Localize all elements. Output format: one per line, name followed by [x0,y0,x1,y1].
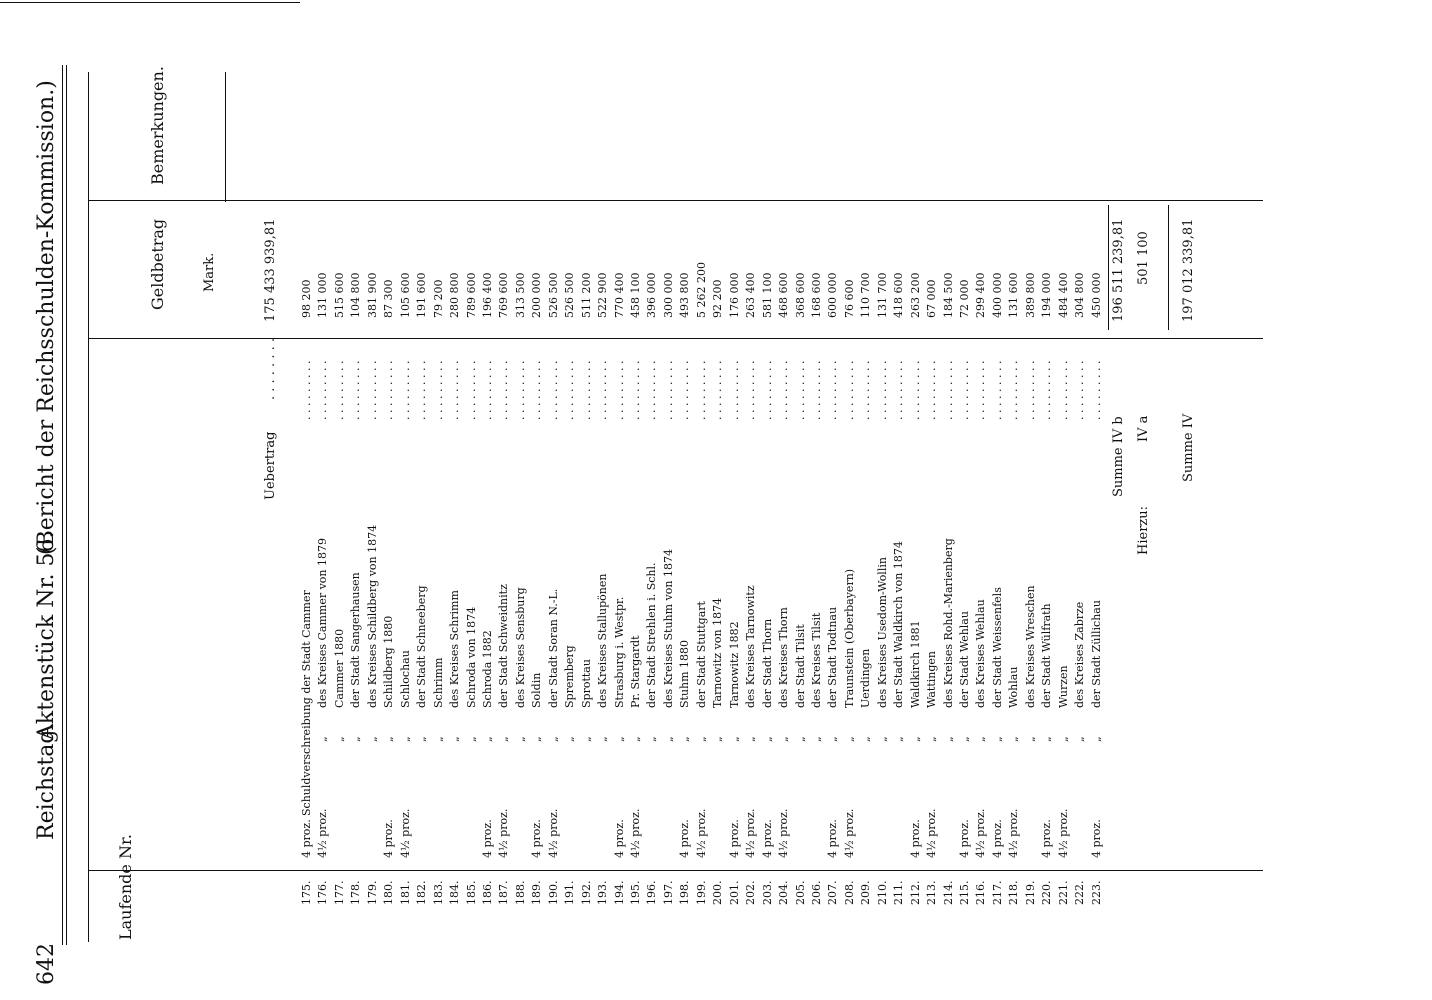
row-desc: des Kreises Tarnowitz [744,585,758,708]
row-ditto: „ [629,736,642,742]
row-dots: . . . . . . . . . [382,360,396,420]
row-dots: . . . . . . . . . [727,360,741,420]
row-rate: 4 proz. [612,819,626,858]
row-amount: 131 700 [875,272,889,318]
row-ditto: „ [546,736,560,742]
row-dots: . . . . . . . . . [925,360,939,420]
row-desc: des Kreises Zabrze [1073,601,1087,708]
row-ditto: „ [398,736,412,742]
row-nr: 197. [661,880,675,905]
row-nr: 193. [596,880,610,905]
row-nr: 181. [398,880,412,905]
row-amount: 191 600 [415,272,429,318]
row-dots: . . . . . . . . . [694,360,708,420]
row-desc: Schroda 1882 [480,630,494,708]
row-nr: 187. [497,880,511,905]
row-amount: 789 600 [464,272,478,318]
row-desc: des Kreises Thorn [777,607,791,708]
sum-rule-2 [1168,205,1169,330]
row-ditto: „ [711,736,725,742]
head-row-rule [88,870,1263,871]
row-ditto: „ [809,736,823,742]
row-desc: Sprottau [579,659,593,708]
row-amount: 280 800 [448,272,462,318]
summe-ivb-amount: 196 511 239,81 [1111,218,1126,322]
row-desc: des Kreises Schildberg von 1874 [365,524,379,708]
row-desc: Tarnowitz von 1874 [711,597,725,708]
row-amount: 5 262 200 [694,262,708,318]
row-rate: 4 proz. [727,819,741,858]
row-ditto: „ [727,736,741,742]
row-ditto: „ [332,736,346,742]
row-nr: 216. [974,880,988,905]
row-ditto: „ [1089,736,1103,742]
row-rate: 4½ proz. [744,808,758,858]
row-dots: . . . . . . . . . [415,360,429,420]
row-dots: . . . . . . . . . [365,360,379,420]
row-ditto: „ [875,736,889,742]
header-reichstag: Reichstag. [34,722,59,840]
row-ditto: „ [842,736,856,742]
row-amount: 515 600 [332,272,346,318]
row-nr: 201. [727,880,741,905]
row-amount: 468 600 [777,272,791,318]
row-dots: . . . . . . . . . [1089,360,1103,420]
row-amount: 400 000 [990,272,1004,318]
row-nr: 184. [448,880,462,905]
row-amount: 176 000 [727,272,741,318]
row-desc: Pr. Stargardt [629,635,642,708]
row-ditto: „ [941,736,955,742]
sum-rule-1 [1108,205,1109,330]
row-ditto: „ [431,736,445,742]
row-nr: 222. [1073,880,1087,905]
column-mark: Mark. [202,252,217,292]
row-desc: des Kreises Stallupönen [596,573,610,708]
row-nr: 209. [859,880,873,905]
row-rate: 4 proz. [1089,819,1103,858]
row-dots: . . . . . . . . . [941,360,955,420]
row-nr: 177. [332,880,346,905]
row-nr: 176. [316,880,330,905]
column-bemerkungen: Bemerkungen. [148,66,167,185]
uebertrag-amount: 175 433 939,81 [263,218,278,322]
row-nr: 212. [908,880,922,905]
row-dots: . . . . . . . . . [777,360,791,420]
row-nr: 207. [826,880,840,905]
row-nr: 195. [629,880,642,905]
row-dots: . . . . . . . . . [875,360,889,420]
summe-iv-label: Summe IV [1181,413,1196,482]
row-rate: 4 proz. [382,819,396,858]
row-ditto: „ [513,736,527,742]
row-dots: . . . . . . . . . [497,360,511,420]
row-desc: des Kreises Schrimm [448,590,462,708]
row-nr: 192. [579,880,593,905]
iva-amount: 501 100 [1136,231,1151,285]
row-ditto: „ [760,736,774,742]
row-desc: der Stadt Strehlen i. Schl. [645,562,659,708]
row-nr: 203. [760,880,774,905]
row-dots: . . . . . . . . . [513,360,527,420]
row-nr: 218. [1007,880,1021,905]
row-nr: 213. [925,880,939,905]
page-number: 642 [34,943,59,985]
row-amount: 300 000 [661,272,675,318]
column-laufende-nr: Laufende Nr. [116,834,135,940]
row-ditto: „ [563,736,577,742]
row-rate: 4 proz. [990,819,1004,858]
row-desc: Schroda von 1874 [464,606,478,708]
row-rate: 4½ proz. [777,808,791,858]
row-amount: 396 000 [645,272,659,318]
row-nr: 215. [958,880,971,905]
row-nr: 210. [875,880,889,905]
row-amount: 770 400 [612,272,626,318]
row-dots: . . . . . . . . . [826,360,840,420]
row-rate: 4 proz. [1040,819,1054,858]
row-amount: 104 800 [349,272,363,318]
row-nr: 211. [892,880,906,905]
iva-label: IV a [1136,415,1151,442]
row-desc: der Stadt Waldkirch von 1874 [892,541,906,708]
row-dots: . . . . . . . . . [974,360,988,420]
row-ditto: „ [908,736,922,742]
row-ditto: „ [349,736,363,742]
row-desc: Schlochau [398,650,412,708]
row-dots: . . . . . . . . . [349,360,363,420]
row-ditto: „ [579,736,593,742]
row-nr: 182. [415,880,429,905]
row-desc: Wohlau [1007,666,1021,708]
row-desc: Wurzen [1056,665,1070,708]
row-desc: Strasburg i. Westpr. [612,596,626,708]
row-amount: 511 200 [579,272,593,318]
row-rate: 4½ proz. [497,808,511,858]
row-rate: 4½ proz. [974,808,988,858]
row-ditto: „ [316,736,330,742]
column-rule-geld [225,72,226,202]
row-amount: 600 000 [826,272,840,318]
row-amount: 299 400 [974,272,988,318]
row-ditto: „ [612,736,626,742]
row-ditto: „ [645,736,659,742]
row-amount: 110 700 [859,272,873,318]
row-rate: 4 proz. [530,819,544,858]
row-nr: 183. [431,880,445,905]
head-col-rule-1 [88,200,1263,201]
row-desc: des Kreises Rohd.-Marienberg [941,538,955,708]
row-desc: der Stadt Sangerhausen [349,572,363,708]
row-nr: 180. [382,880,396,905]
row-desc: Spremberg [563,645,577,708]
hierzu-label: Hierzu: [1136,505,1151,555]
row-dots: . . . . . . . . . [629,360,642,420]
row-rate: 4½ proz. [546,808,560,858]
row-ditto: „ [678,736,692,742]
row-amount: 76 600 [842,279,856,318]
row-desc: des Kreises Wreschen [1023,585,1037,708]
uebertrag-dots: . . . . . . . . [263,338,278,400]
row-dots: . . . . . . . . . [546,360,560,420]
row-dots: . . . . . . . . . [1056,360,1070,420]
row-nr: 188. [513,880,527,905]
row-nr: 214. [941,880,955,905]
row-amount: 522 900 [596,272,610,318]
row-nr: 219. [1023,880,1037,905]
row-ditto: „ [1023,736,1037,742]
row-desc: der Stadt Tilsit [793,624,807,708]
row-rate: 4½ proz. [694,808,708,858]
row-dots: . . . . . . . . . [316,360,330,420]
row-desc: Soldin [530,672,544,708]
row-amount: 87 300 [382,279,396,318]
row-rate: 4½ proz. [925,808,939,858]
row-amount: 304 800 [1073,272,1087,318]
row-ditto: „ [1073,736,1087,742]
row-nr: 204. [777,880,791,905]
row-ditto: „ [925,736,939,742]
row-amount: 67 000 [925,279,939,318]
row-dots: . . . . . . . . . [760,360,774,420]
row-desc: Schuldverschreibung der Stadt Cammer [300,590,313,816]
row-desc: des Kreises Wehlau [974,599,988,708]
row-nr: 208. [842,880,856,905]
row-dots: . . . . . . . . . [661,360,675,420]
row-desc: Wattingen [925,651,939,708]
row-amount: 458 100 [629,272,642,318]
row-ditto: „ [1056,736,1070,742]
row-dots: . . . . . . . . . [332,360,346,420]
row-desc: der Stadt Weissenfels [990,587,1004,708]
row-ditto: „ [497,736,511,742]
row-amount: 98 200 [300,279,313,318]
row-ditto: „ [744,736,758,742]
row-dots: . . . . . . . . . [398,360,412,420]
row-ditto: „ [382,736,396,742]
row-desc: Schrimm [431,657,445,708]
row-nr: 206. [809,880,823,905]
row-amount: 131 600 [1007,272,1021,318]
row-amount: 493 800 [678,272,692,318]
row-nr: 199. [694,880,708,905]
row-desc: der Stadt Stuttgart [694,601,708,708]
row-dots: . . . . . . . . . [842,360,856,420]
row-ditto: „ [793,736,807,742]
row-nr: 185. [464,880,478,905]
row-dots: . . . . . . . . . [596,360,610,420]
row-desc: Waldkirch 1881 [908,620,922,708]
row-desc: der Stadt Thorn [760,618,774,708]
row-dots: . . . . . . . . . [464,360,478,420]
top-rule [0,2,300,3]
row-dots: . . . . . . . . . [300,360,313,420]
row-nr: 221. [1056,880,1070,905]
header-bericht: (Bericht der Reichsschulden-Kommission.) [34,80,59,555]
row-ditto: „ [777,736,791,742]
row-ditto: „ [958,736,971,742]
frame-rule-left [62,65,63,945]
row-amount: 168 600 [809,272,823,318]
row-amount: 131 000 [316,272,330,318]
row-dots: . . . . . . . . . [892,360,906,420]
row-nr: 194. [612,880,626,905]
row-ditto: „ [596,736,610,742]
row-desc: des Kreises Usedom-Wollin [875,557,889,708]
row-desc: der Stadt Züllichau [1089,600,1103,708]
row-nr: 178. [349,880,363,905]
row-dots: . . . . . . . . . [744,360,758,420]
row-dots: . . . . . . . . . [448,360,462,420]
row-amount: 368 600 [793,272,807,318]
row-desc: der Stadt Wülfrath [1040,603,1054,708]
column-geldbetrag: Geldbetrag [148,218,167,310]
row-dots: . . . . . . . . . [612,360,626,420]
row-desc: der Stadt Wehlau [958,611,971,708]
row-nr: 198. [678,880,692,905]
row-ditto: „ [1007,736,1021,742]
row-amount: 381 900 [365,272,379,318]
row-nr: 217. [990,880,1004,905]
row-dots: . . . . . . . . . [530,360,544,420]
row-desc: Tarnowitz 1882 [727,621,741,708]
row-nr: 179. [365,880,379,905]
row-desc: der Stadt Schneeberg [415,585,429,708]
row-desc: des Kreises Cammer von 1879 [316,537,330,708]
row-ditto: „ [464,736,478,742]
row-dots: . . . . . . . . . [990,360,1004,420]
row-amount: 526 500 [563,272,577,318]
header-aktenstueck: Aktenstück Nr. 56. [34,531,59,740]
row-desc: des Kreises Tilsit [809,612,823,708]
row-rate: 4 proz. [958,819,971,858]
row-ditto: „ [974,736,988,742]
row-nr: 186. [480,880,494,905]
summe-iv-amount: 197 012 339,81 [1181,218,1196,322]
row-nr: 205. [793,880,807,905]
row-rate: 4½ proz. [398,808,412,858]
row-amount: 484 400 [1056,272,1070,318]
row-dots: . . . . . . . . . [908,360,922,420]
row-ditto: „ [826,736,840,742]
summe-ivb-label: Summe IV b [1111,416,1126,497]
row-dots: . . . . . . . . . [793,360,807,420]
row-rate: 4½ proz. [629,808,642,858]
row-rate: 4½ proz. [842,808,856,858]
row-amount: 263 200 [908,272,922,318]
row-nr: 196. [645,880,659,905]
row-dots: . . . . . . . . . [1073,360,1087,420]
uebertrag-label: Uebertrag [263,431,278,500]
row-desc: der Stadt Todtnau [826,606,840,708]
row-ditto: „ [365,736,379,742]
row-ditto: „ [448,736,462,742]
row-dots: . . . . . . . . . [678,360,692,420]
row-amount: 79 200 [431,279,445,318]
row-dots: . . . . . . . . . [563,360,577,420]
row-desc: der Stadt Soran N.-L. [546,588,560,708]
row-amount: 194 000 [1040,272,1054,318]
row-amount: 72 000 [958,279,971,318]
row-rate: 4½ proz. [1007,808,1021,858]
row-amount: 450 000 [1089,272,1103,318]
row-desc: Traunstein (Oberbayern) [842,568,856,708]
row-dots: . . . . . . . . . [1007,360,1021,420]
row-ditto: „ [990,736,1004,742]
row-rate: 4 proz. [678,819,692,858]
row-dots: . . . . . . . . . [579,360,593,420]
row-nr: 191. [563,880,577,905]
row-amount: 200 000 [530,272,544,318]
row-ditto: „ [694,736,708,742]
dfg-stamp [1408,0,1432,1000]
row-desc: der Stadt Schweidnitz [497,584,511,708]
row-amount: 92 200 [711,279,725,318]
row-ditto: „ [530,736,544,742]
row-desc: Stuhm 1880 [678,639,692,708]
row-desc: des Kreises Sensburg [513,587,527,708]
row-ditto: „ [1040,736,1054,742]
frame-rule-left-2 [66,65,67,945]
table-left-rule [88,72,89,942]
row-dots: . . . . . . . . . [958,360,971,420]
row-ditto: „ [859,736,873,742]
row-amount: 263 400 [744,272,758,318]
row-dots: . . . . . . . . . [809,360,823,420]
row-dots: . . . . . . . . . [1023,360,1037,420]
row-dots: . . . . . . . . . [645,360,659,420]
row-desc: Uerdingen [859,648,873,708]
row-desc: des Kreises Stuhm von 1874 [661,549,675,708]
row-dots: . . . . . . . . . [1040,360,1054,420]
row-dots: . . . . . . . . . [859,360,873,420]
row-nr: 223. [1089,880,1103,905]
row-amount: 526 500 [546,272,560,318]
row-ditto: „ [480,736,494,742]
row-rate: 4½ proz. [1056,808,1070,858]
row-ditto: „ [661,736,675,742]
row-desc: Cammer 1880 [332,628,346,708]
row-nr: 200. [711,880,725,905]
row-rate: 4 proz. [300,819,313,858]
row-dots: . . . . . . . . . [711,360,725,420]
row-rate: 4 proz. [826,819,840,858]
row-amount: 313 500 [513,272,527,318]
row-dots: . . . . . . . . . [431,360,445,420]
row-amount: 196 400 [480,272,494,318]
row-amount: 184 500 [941,272,955,318]
row-amount: 105 600 [398,272,412,318]
row-nr: 220. [1040,880,1054,905]
row-rate: 4 proz. [760,819,774,858]
row-dots: . . . . . . . . . [480,360,494,420]
row-amount: 389 800 [1023,272,1037,318]
row-nr: 175. [300,880,313,905]
row-ditto: „ [415,736,429,742]
row-amount: 418 600 [892,272,906,318]
row-rate: 4 proz. [908,819,922,858]
row-nr: 202. [744,880,758,905]
row-ditto: „ [892,736,906,742]
row-amount: 581 100 [760,272,774,318]
row-desc: Schildberg 1880 [382,615,396,708]
row-nr: 190. [546,880,560,905]
row-rate: 4½ proz. [316,808,330,858]
row-nr: 189. [530,880,544,905]
row-rate: 4 proz. [480,819,494,858]
row-amount: 769 600 [497,272,511,318]
